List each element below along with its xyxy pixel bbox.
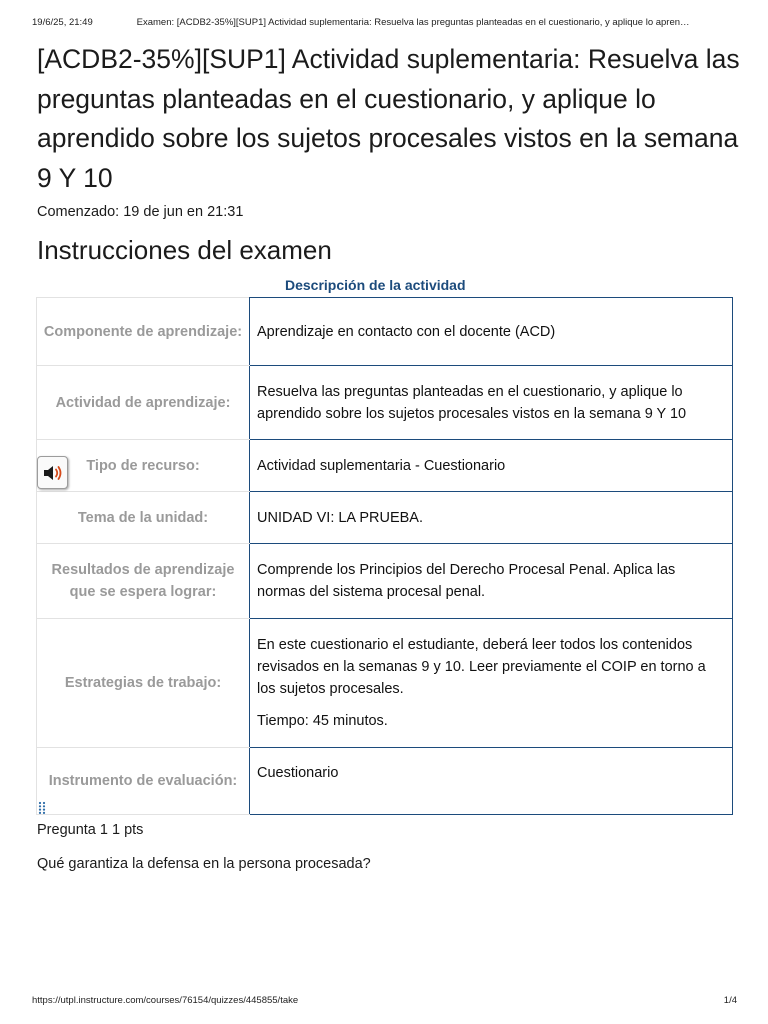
table-row [37, 748, 733, 815]
table-row [37, 440, 733, 492]
print-footer-url: https://utpl.instructure.com/courses/76154/quizzes/445855/take [32, 995, 299, 1006]
row-value [250, 440, 733, 492]
question-header: Pregunta 1 1 pts [37, 822, 144, 838]
row-value-text: Aprendizaje en contacto con el docente (ACD) [257, 323, 556, 340]
row-label: Tema de la unidad: [37, 492, 250, 544]
row-label: Instrumento de evaluación: [37, 748, 250, 815]
print-header [32, 17, 744, 28]
row-value [250, 298, 733, 366]
row-label: Resultados de aprendizaje que se espera lograr: [37, 544, 250, 619]
page-title: [ACDB2-35%][SUP1] Actividad suplementaria: Resuelva las preguntas planteadas en el cuestionario, y aplique lo aprendido sobre los sujetos procesales vistos en la semana 9 Y 10 [37, 44, 740, 193]
table-row [37, 298, 733, 366]
row-label: Estrategias de trabajo: [37, 619, 250, 748]
row-label: Tipo de recurso: [37, 440, 250, 492]
row-value-text: Actividad suplementaria - Cuestionario [257, 457, 506, 474]
quiz-started-time: Comenzado: 19 de jun en 21:31 [37, 204, 244, 220]
row-value [250, 366, 733, 440]
table-row [37, 619, 733, 748]
row-value [250, 748, 733, 815]
text-to-speech-button[interactable] [37, 456, 68, 489]
table-row [37, 366, 733, 440]
row-value-text: En este cuestionario el estudiante, deberá leer todos los contenidos revisados en la semanas 9 y 10. Leer previamente el COIP en torno a los sujetos procesales. [257, 637, 706, 697]
row-label: Componente de aprendizaje: [37, 298, 250, 366]
row-value [250, 619, 733, 748]
table-row [37, 492, 733, 544]
row-value-text: Comprende los Principios del Derecho Procesal Penal. Aplica las normas del sistema procesal penal. [257, 562, 676, 600]
question-text: Qué garantiza la defensa en la persona procesada? [37, 856, 371, 872]
drag-handle-icon[interactable] [38, 801, 46, 817]
row-value-text: Cuestionario [257, 765, 339, 781]
print-page-number: 1/4 [723, 995, 737, 1006]
row-value-text: Resuelva las preguntas planteadas en el cuestionario, y aplique lo aprendido sobre los sujetos procesales vistos en la semana 9 Y 10 [257, 383, 687, 422]
activity-description-table [36, 297, 733, 815]
instructions-heading: Instrucciones del examen [37, 235, 332, 265]
row-value [250, 492, 733, 544]
row-value [250, 544, 733, 619]
print-timestamp: 19/6/25, 21:49 [32, 17, 93, 28]
speaker-icon [43, 464, 63, 482]
row-value-text: UNIDAD VI: LA PRUEBA. [257, 509, 423, 526]
row-value-time: Tiempo: 45 minutos. [257, 713, 388, 729]
activity-description-caption: Descripción de la actividad [285, 277, 466, 293]
row-label: Actividad de aprendizaje: [37, 366, 250, 440]
drag-dots [38, 801, 46, 815]
table-row [37, 544, 733, 619]
print-document-title: Examen: [ACDB2-35%][SUP1] Actividad suplementaria: Resuelva las preguntas planteadas en el cuestionario, y aplique lo apren… [136, 17, 690, 28]
